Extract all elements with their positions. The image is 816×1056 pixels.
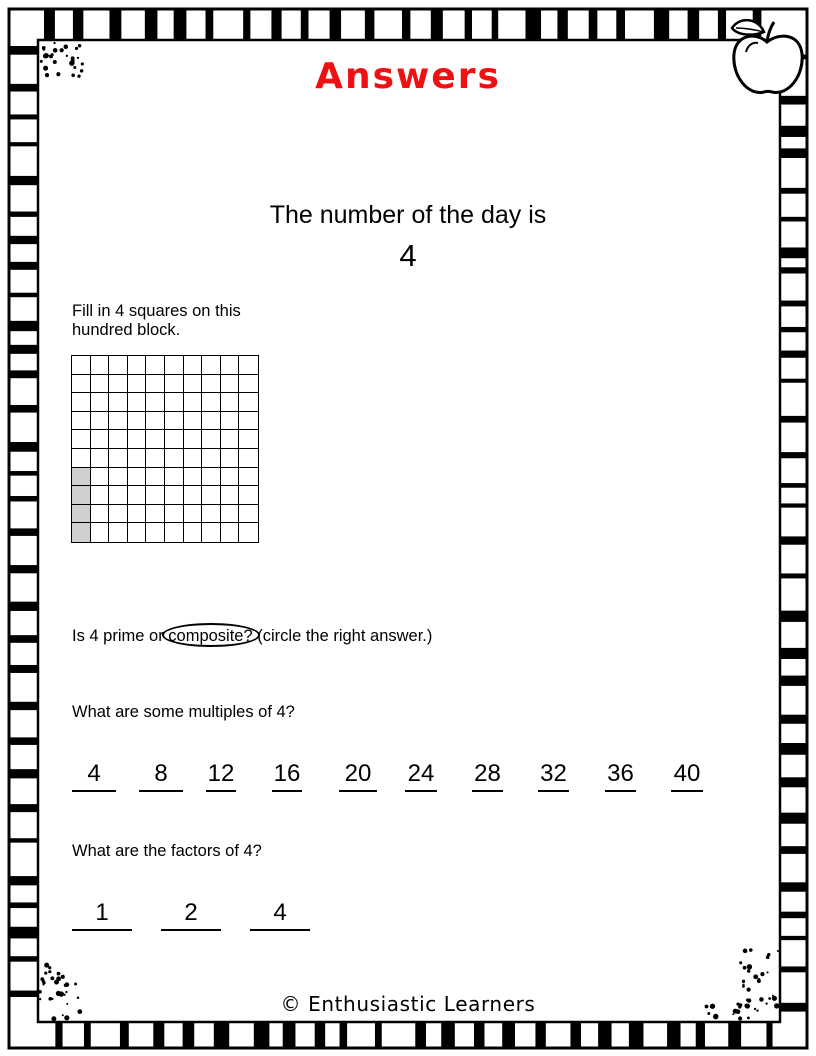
grid-cell [221, 375, 240, 394]
grid-cell [146, 356, 165, 375]
grid-cell [128, 393, 147, 412]
grid-cell [146, 393, 165, 412]
multiple-answer: 8 [139, 760, 183, 792]
grid-cell [146, 505, 165, 524]
grid-cell [109, 393, 128, 412]
grid-cell [239, 412, 258, 431]
grid-cell [91, 430, 110, 449]
grid-cell [146, 523, 165, 542]
grid-cell [72, 412, 91, 431]
grid-cell [202, 375, 221, 394]
grid-cell [91, 356, 110, 375]
grid-cell [221, 412, 240, 431]
factor-answer: 2 [161, 899, 221, 931]
multiple-answer: 28 [472, 760, 503, 792]
grid-cell [128, 412, 147, 431]
grid-cell [184, 393, 203, 412]
grid-cell [146, 375, 165, 394]
grid-cell [202, 356, 221, 375]
grid-cell [109, 375, 128, 394]
grid-cell [128, 375, 147, 394]
grid-cell [128, 468, 147, 487]
factors-prompt: What are the factors of 4? [72, 842, 262, 860]
grid-cell [184, 505, 203, 524]
circled-word: composite [168, 627, 244, 645]
grid-cell [128, 486, 147, 505]
grid-cell [184, 412, 203, 431]
grid-cell [221, 505, 240, 524]
grid-cell [165, 375, 184, 394]
grid-cell [239, 430, 258, 449]
grid-cell [165, 412, 184, 431]
grid-cell [91, 486, 110, 505]
number-of-day-value: 4 [399, 238, 417, 273]
grid-cell [184, 430, 203, 449]
grid-cell [72, 449, 91, 468]
grid-cell [109, 449, 128, 468]
grid-cell [146, 468, 165, 487]
grid-cell [146, 449, 165, 468]
grid-cell [109, 430, 128, 449]
grid-cell [109, 486, 128, 505]
grid-cell [184, 486, 203, 505]
grid-cell-filled [72, 523, 91, 542]
grid-cell [184, 449, 203, 468]
grid-cell [72, 393, 91, 412]
grid-cell [146, 430, 165, 449]
multiples-prompt: What are some multiples of 4? [72, 703, 295, 721]
grid-cell [165, 356, 184, 375]
grid-cell [202, 393, 221, 412]
grid-cell [128, 430, 147, 449]
question-text-after: ? (circle the right answer.) [243, 627, 433, 645]
grid-cell [128, 505, 147, 524]
grid-cell [128, 356, 147, 375]
grid-cell [128, 449, 147, 468]
grid-cell [72, 356, 91, 375]
grid-cell [184, 356, 203, 375]
grid-cell [239, 468, 258, 487]
grid-cell [109, 468, 128, 487]
multiple-answer: 20 [339, 760, 377, 792]
grid-cell [184, 375, 203, 394]
page-title: Answers [315, 56, 501, 97]
grid-cell [239, 356, 258, 375]
multiple-answer: 36 [605, 760, 636, 792]
grid-cell [91, 523, 110, 542]
grid-cell [91, 393, 110, 412]
copyright-footer: © Enthusiastic Learners [280, 992, 536, 1016]
grid-cell [239, 523, 258, 542]
multiple-answer: 16 [272, 760, 302, 792]
grid-cell [202, 449, 221, 468]
factor-answer: 1 [72, 899, 132, 931]
grid-cell [221, 393, 240, 412]
grid-cell [221, 356, 240, 375]
grid-cell [165, 505, 184, 524]
grid-cell [91, 505, 110, 524]
grid-cell [184, 468, 203, 487]
grid-cell [239, 505, 258, 524]
grid-cell [221, 430, 240, 449]
grid-cell-filled [72, 505, 91, 524]
grid-cell [72, 430, 91, 449]
grid-cell [165, 449, 184, 468]
grid-cell [165, 430, 184, 449]
grid-cell [146, 486, 165, 505]
number-of-day-label: The number of the day is [269, 201, 547, 229]
grid-cell [239, 393, 258, 412]
grid-cell [202, 412, 221, 431]
multiple-answer: 32 [538, 760, 569, 792]
question-text-before: Is 4 prime or [72, 627, 169, 645]
factor-answer: 4 [250, 899, 310, 931]
grid-cell [146, 412, 165, 431]
grid-cell [202, 523, 221, 542]
grid-cell [128, 523, 147, 542]
grid-cell [165, 486, 184, 505]
grid-cell [109, 505, 128, 524]
multiple-answer: 24 [405, 760, 437, 792]
grid-cell [184, 523, 203, 542]
grid-cell [202, 505, 221, 524]
grid-cell [91, 412, 110, 431]
hundred-block-prompt: Fill in 4 squares on this hundred block. [72, 302, 241, 339]
multiple-answer: 4 [72, 760, 116, 792]
grid-cell [91, 375, 110, 394]
grid-cell [221, 449, 240, 468]
grid-cell [202, 430, 221, 449]
grid-cell [91, 449, 110, 468]
grid-cell [109, 412, 128, 431]
grid-cell-filled [72, 468, 91, 487]
grid-cell [221, 486, 240, 505]
grid-cell [239, 449, 258, 468]
grid-cell [91, 468, 110, 487]
grid-cell [165, 393, 184, 412]
grid-cell [72, 375, 91, 394]
grid-cell [109, 523, 128, 542]
grid-cell [221, 523, 240, 542]
prime-composite-question [72, 627, 432, 646]
grid-cell [202, 486, 221, 505]
grid-cell [239, 375, 258, 394]
multiple-answer: 40 [671, 760, 703, 792]
grid-cell-filled [72, 486, 91, 505]
grid-cell [221, 468, 240, 487]
multiple-answer: 12 [206, 760, 236, 792]
grid-cell [239, 486, 258, 505]
circled-answer [168, 627, 243, 646]
grid-cell [165, 468, 184, 487]
hundred-block-grid [71, 355, 259, 543]
grid-cell [165, 523, 184, 542]
grid-cell [109, 356, 128, 375]
grid-cell [202, 468, 221, 487]
answer-circle-mark [162, 623, 260, 647]
